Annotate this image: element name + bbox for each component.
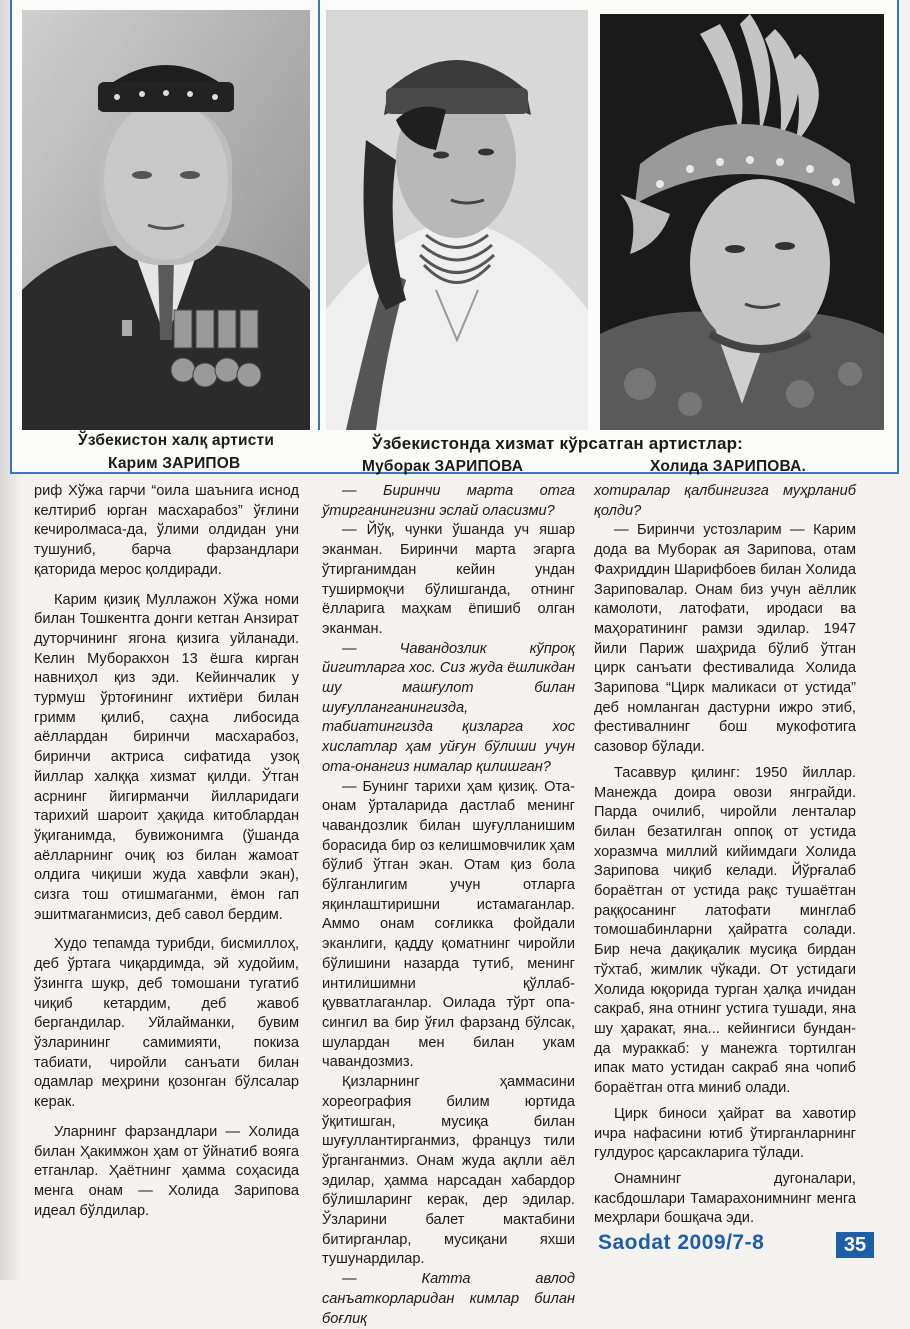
- interview-question: хотиралар қалбингизга муҳрланиб қолди?: [594, 483, 856, 519]
- paragraph: Худо тепамда турибди, бисмиллоҳ, деб ўртага чиқардимда, эй худойим, ўзингга шукр, деб томошани тугатиб чиқиб кетардим, деб жавоб бергандилар. Уйлайманки, бувим ўзларининг самимияти, покиза табиати, чиройли санъати билан одамлар меҳрини қозонган бўлсалар керак.: [34, 936, 299, 1111]
- paragraph: риф Хўжа гарчи “оила шаънига иснод келтириб юрган масхарабоз” ўғлини кечиролмаса-да, ўлими олдидан уни тушуниб, барча фарзандлари қаторида мерос қолдиради.: [34, 483, 299, 578]
- magazine-name-issue: Saodat 2009/7-8: [598, 1231, 765, 1254]
- paragraph: Цирк биноси ҳайрат ва хавотир ичра нафасини ютиб ўтирганларнинг гулдурос қарсакларига тўлади.: [594, 1105, 856, 1162]
- caption-center-name: Муборак ЗАРИПОВА: [362, 458, 524, 475]
- article-column-1: [34, 482, 299, 1221]
- interview-answer: — Биринчи устозларим — Карим дода ва Муборак ая Зарипова, отам Фахриддин Шарифбоев билан Холида Зариповалар. Онам биз учун аёллик камолоти, латофати, иродаси ва маҳоратининг рамзи эдилар. 1947 йили Париж шаҳрида бўлиб ўтган цирк санъати фестивалида Холида Зарипова “Цирк маликаси от устида” деб номланган дастурни ижро этиб, фестивалнинг бош мукофотига сазовор бўлади.: [594, 522, 856, 756]
- photo-kholida-zaripova: [600, 14, 884, 430]
- photo-frame-divider: [318, 0, 320, 430]
- page-number: 35: [836, 1232, 874, 1258]
- interview-question: — Чавандозлик кўпроқ йигитларга хос. Сиз жуда ёшликдан шу машғулот билан шуғулланганингизда, табиатингизда қизларга хос хислатлар ҳам уйғун бўлиши учун ота-онангиз нималар қилишган?: [322, 640, 575, 775]
- paragraph: Қизларнинг ҳаммасини хореография билим юртида ўқитишган, мусиқа билан шуғуллантирганмиз, француз тили ўрганганмиз. Онам жуда ақлли аёл эдилар, ҳамма нарсадан хабардор бўлишларинг керак, дер эдилар. Ўзларини балет мактабини битирганлар, мусиқани яхши тушунардилар.: [322, 1074, 575, 1268]
- caption-left-title: Ўзбекистон халқ артисти: [78, 432, 275, 449]
- paragraph: Карим қизиқ Муллажон Хўжа номи билан Тошкентга донги кетган Анзират дуторчининг ягона қизига уйланади. Келин Муборакхон 13 ёшга кирган навниҳол қиз эди. Кейинчалик у турмуш ўртоғининг ихтиёри билан гримм қилиб, саҳна либосида аёллардан биринчи масхарабоз, биринчи актриса сифатида узоқ йиллар халққа хизмат қилди. Ўтган асрнинг йигирманчи йилларидаги тарихий шароит ҳақида китоблардан ўқиганимда, бувижонимга (ўшанда аёлларнинг очиқ юз билан жамоат олдига чиқиши жуда хавфли экан), сизга тош отишмаганми, ёмон гап эшитмаганмисиз, деб савол бердим.: [34, 591, 299, 923]
- article-column-2: [322, 482, 575, 1329]
- interview-question: — Катта авлод санъаткорларидан кимлар билан боғлиқ: [322, 1271, 575, 1327]
- photo-muborak-zaripova: [326, 10, 588, 430]
- interview-answer: — Бунинг тарихи ҳам қизиқ. Ота-онам ўрталарида дастлаб менинг чавандозлик билан шуғулланишим борасида бир оз келишмовчилик ҳам бўлиб ўтган экан. Отам қиз бола бўлганлигим учун отларга яқинлаштиришни истамаганлар. Аммо онам соғликка фойдали эканлиги, қадду қоматнинг чиройли бўлишини назарда тутиб, менинг интилишимни қўллаб-қувватлаганлар. Оилада тўрт опа-сингил ва бир ўғил фарзанд бўлсак, шулардан мен билан укам чавандозмиз.: [322, 778, 575, 1071]
- photo-karim-zaripov: [22, 10, 310, 430]
- caption-right-name: Холида ЗАРИПОВА.: [650, 458, 807, 475]
- caption-left-name: Карим ЗАРИПОВ: [108, 455, 241, 472]
- caption-center-title: Ўзбекистонда хизмат кўрсатган артистлар:: [372, 434, 744, 453]
- paragraph: Уларнинг фарзандлари — Холида билан Ҳакимжон ҳам от ўйнатиб вояга етганлар. Ҳаётнинг ҳамма соҳасида менга онам — Холида Зарипова идеал бўлдилар.: [34, 1123, 299, 1219]
- interview-question: — Биринчи марта отга ўтирганингизни эслай оласизми?: [322, 483, 575, 519]
- paragraph: Онамнинг дугоналари, касбдошлари Тамарахонимнинг менга меҳрлари бошқача эди.: [594, 1170, 856, 1227]
- interview-answer: — Йўқ, чунки ўшанда уч яшар эканман. Биринчи марта эгарга ўтирганимдан кейин ундан тушиpмоқчи бўлишганда, отнинг ёлларига маҳкам ёпишиб олган эканман.: [322, 522, 575, 637]
- article-column-3: [594, 482, 856, 1229]
- paragraph: Тасаввур қилинг: 1950 йиллар. Манежда доира овози янграйди. Парда очилиб, чиройли ленталар билан безатилган оппоқ от устида хоразмча миллий кийимдаги Холида Зарипова чиқиб келади. Йўрғалаб бораётган от устида рақс тушаётган раққосанинг латофати минглаб томошабинларни ҳайратга солади. Бир неча дақиқалик мусиқа бирдан тўхтаб, жимлик чўкади. От устидаги Холида юқорида турган ҳалқа ичидан сакраб, яна отнинг устига тушади, яна шу ҳаракат, яна... кейингиси бундан-да мураккаб: у манежга тортилган ипак мато устидан сакраб яна чопиб бораётган отга миниб олади.: [594, 764, 856, 1097]
